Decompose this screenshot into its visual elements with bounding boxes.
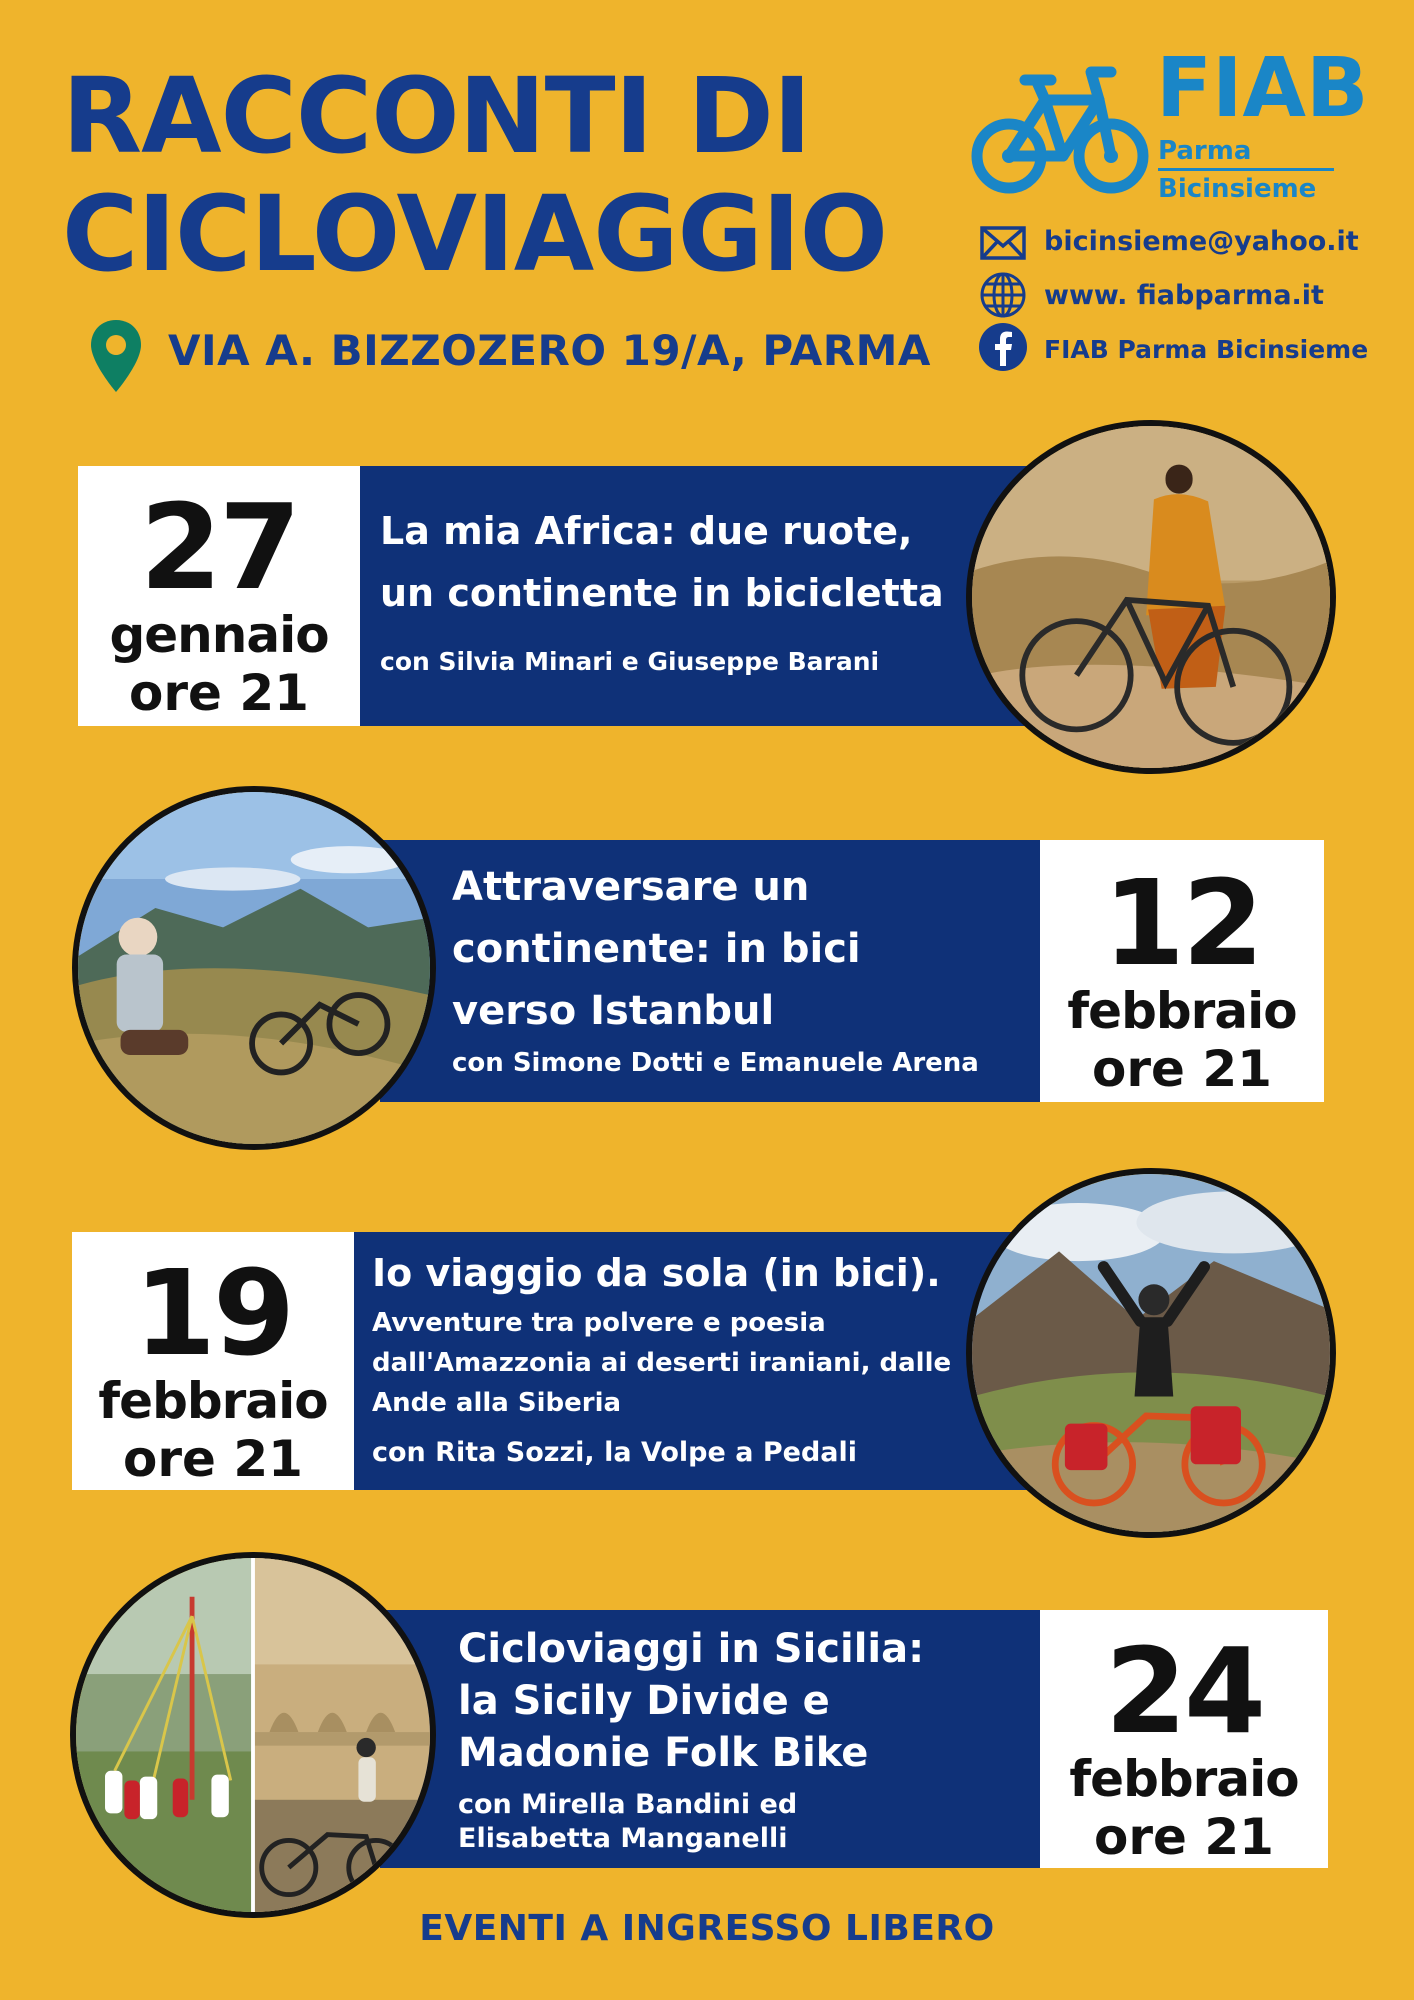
facebook-icon (978, 322, 1028, 372)
contact-website[interactable]: www. fiabparma.it (1044, 280, 1324, 311)
event-day: 12 (1102, 854, 1262, 992)
event-time: ore 21 (123, 1430, 303, 1488)
event-photo-sicilia (70, 1552, 436, 1918)
event-day: 24 (1104, 1622, 1264, 1760)
contact-facebook[interactable]: FIAB Parma Bicinsieme (1044, 335, 1369, 364)
event-host: con Rita Sozzi, la Volpe a Pedali (372, 1437, 857, 1468)
mail-icon (978, 218, 1028, 268)
event-time: ore 21 (129, 664, 309, 722)
logo-divider (1158, 168, 1334, 171)
event-title-line: La mia Africa: due ruote, (380, 509, 913, 553)
footer-free-entry: EVENTI A INGRESSO LIBERO (419, 1908, 995, 1949)
event-day: 27 (139, 478, 299, 616)
event-title-line: Madonie Folk Bike (458, 1730, 869, 1776)
event-host: con Silvia Minari e Giuseppe Barani (380, 647, 880, 676)
event-date-box (78, 466, 360, 726)
event-host-line: Elisabetta Manganelli (458, 1823, 788, 1854)
event-day: 19 (133, 1244, 293, 1382)
venue-address: VIA A. BIZZOZERO 19/A, PARMA (168, 326, 931, 375)
event-time: ore 21 (1094, 1808, 1274, 1866)
event-time: ore 21 (1092, 1040, 1272, 1098)
event-photo-andes (966, 1168, 1336, 1538)
event-title-line: un continente in bicicletta (380, 571, 944, 615)
event-subtitle-line: Avventure tra polvere e poesia (372, 1308, 826, 1338)
event-date-box (1040, 840, 1324, 1102)
event-host-line: con Mirella Bandini ed (458, 1789, 798, 1820)
event-month: gennaio (109, 606, 329, 664)
page-title-line2: CICLOVIAGGIO (62, 173, 888, 295)
event-subtitle-line: Ande alla Siberia (372, 1388, 622, 1418)
event-subtitle-line: dall'Amazzonia ai deserti iraniani, dalle (372, 1348, 952, 1378)
event-title-line: verso Istanbul (452, 988, 775, 1034)
event-title-line: Io viaggio da sola (in bici). (372, 1251, 941, 1295)
map-pin-icon (88, 318, 144, 394)
event-title-line: continente: in bici (452, 926, 861, 972)
logo-city: Parma (1158, 136, 1252, 166)
event-month: febbraio (1067, 982, 1297, 1040)
bicycle-icon (965, 60, 1155, 200)
event-host: con Simone Dotti e Emanuele Arena (452, 1048, 979, 1078)
event-title-line: la Sicily Divide e (458, 1678, 830, 1724)
event-title-line: Cicloviaggi in Sicilia: (458, 1626, 925, 1672)
event-title-line: Attraversare un (452, 864, 810, 910)
contact-email[interactable]: bicinsieme@yahoo.it (1044, 226, 1359, 257)
event-month: febbraio (1069, 1750, 1299, 1808)
event-photo-africa (966, 420, 1336, 774)
logo-name: FIAB (1156, 41, 1369, 136)
event-date-box (72, 1232, 354, 1490)
globe-icon (978, 270, 1028, 320)
event-photo-istanbul (72, 786, 436, 1150)
logo-group: Bicinsieme (1158, 174, 1317, 204)
page-title-line1: RACCONTI DI (62, 55, 811, 177)
event-month: febbraio (98, 1372, 328, 1430)
event-date-box (1040, 1610, 1328, 1868)
